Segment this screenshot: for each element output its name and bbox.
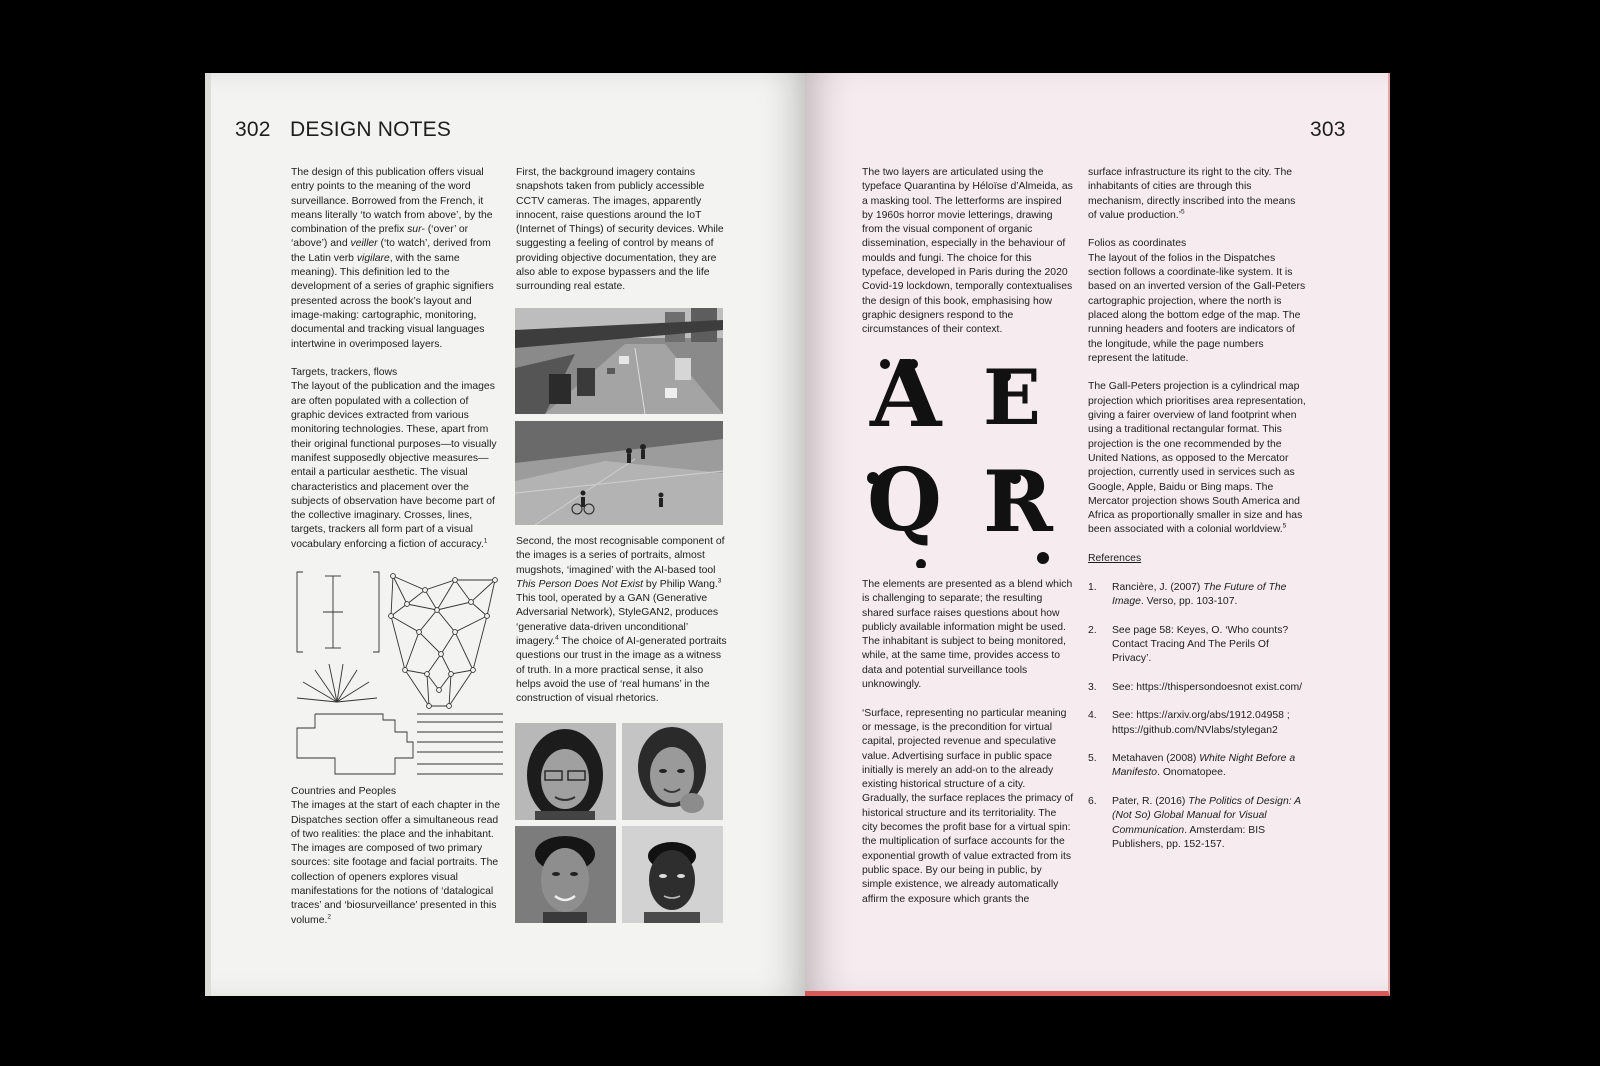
- cctv-plaza-photo: [515, 421, 723, 525]
- cctv-highway-photo: [515, 308, 723, 414]
- right-column-1: [862, 166, 1074, 352]
- gall-peters-paragraph: The Gall-Peters projection is a cylindrical map projection which prioritises area representation, giving a fairer overview of land footprint when using a traditional rectangular format. This projection is the one recommended by the United Nations, as opposed to the Mercator projection, currently used in services such as Google, Apple, Baidu or Bing maps. The Mercator projection shows South America and Africa as proportionally smaller in size and has been associated with a colonial worldview.$^5$: [1088, 381, 1306, 536]
- right-column-2: [1088, 166, 1306, 867]
- portrait-photo-4: [622, 826, 723, 923]
- intro-paragraph: The design of this publication offers visual entry points to the meaning of the word surveillance. Borrowed from the French, it means literally ‘to watch from above’, by the combination of the prefix sur- (‘over’ or ‘above’) and veiller (‘to watch’, derived from the Latin verb vigilare, with the same meaning). This definition led to the development of a series of graphic signifiers presented across the book’s layout and image-making: cartographic, monitoring, documental and tracking visual languages intertwine in overimposed layers.: [291, 167, 494, 350]
- reference-item: 1. Rancière, J. (2007) The Future of The Image. Verso, pp. 103-107.: [1088, 581, 1287, 607]
- right-column-1-lower: [862, 578, 1074, 921]
- surface-quote-continued: surface infrastructure its right to the city. The inhabitants of cities are through this mechanism, directly inscribed into the means of value production.’$^5$: [1088, 167, 1296, 221]
- references-heading: References: [1088, 553, 1142, 565]
- section-heading-targets: Targets, trackers, flows: [291, 367, 398, 379]
- specimen-letter-r: R: [983, 452, 1053, 551]
- portrait-photo-2: [622, 723, 723, 820]
- horizontal-lines-icon: [417, 714, 503, 774]
- quarantina-specimen: [865, 340, 1065, 568]
- section-heading-folios: Folios as coordinates: [1088, 238, 1187, 250]
- building-footprint-outline-icon: [297, 714, 413, 774]
- specimen-letter-a: A: [870, 340, 940, 448]
- page-number-right: 303: [1310, 118, 1346, 141]
- reference-item: 4. See: https://arxiv.org/abs/1912.04958 ; https://github.com/NVlabs/stylegan2: [1088, 710, 1290, 736]
- radiating-lines-icon: [297, 664, 377, 702]
- surface-quote-paragraph: ‘Surface, representing no particular meaning or message, is the precondition for virtual capital, projected revenue and speculative value. Advertising surface in public space initially is merely an add-on to the already existing historical structure of a city. Gradually, the surface replaces the primacy of historical structure and its territoriality. The city becomes the profit base for a virtual spin: the multiplication of surface accounts for the exponential growth of value extracted from its public space. By our being in public, by simple existence, we already automatically affirm the exposure which grants the: [862, 707, 1074, 905]
- left-page: [205, 73, 811, 996]
- portraits-paragraph: Second, the most recognisable component of the images is a series of portraits, almost mugshots, ‘imagined’ with the AI-based tool This Person Does Not Exist by Philip Wang.$^3$ This tool, operated by a GAN (Generative Adversarial Network), StyleGAN2, produces ‘generative data-driven unconditional’ imagery.$^4$ The choice of AI-generated portraits questions our trust in the image as a witness of truth. In a more practical sense, it also helps avoid the use of ‘real humans’ in the construction of visual rhetorics.: [516, 536, 727, 705]
- countries-paragraph: The images at the start of each chapter in the Dispatches section offer a simultaneous read of two realities: the place and the inhabitant. The images are composed of two primary sources: site footage and facial portraits. The collection of openers explores visual manifestations for the notions of ‘datalogical traces’ and ‘biosurveillance’ presented in this volume.$^2$: [291, 800, 501, 926]
- elements-paragraph: The elements are presented as a blend which is challenging to separate; the resulting shared surface raises questions about how publicly available information might be used. The inhabitant is subject to being monitored, while, at the same time, provides access to data and potential surveillance tools unknowingly.: [862, 579, 1073, 691]
- left-column-2-lower: [516, 535, 728, 721]
- specimen-letter-q: Q: [867, 450, 942, 551]
- portrait-photo-3: [515, 826, 616, 923]
- left-column-1: [291, 166, 501, 566]
- face-mesh-tracker-icon: [389, 574, 498, 709]
- cctv-paragraph: First, the background imagery contains snapshots taken from publicly accessible CCTV cameras. The images, apparently innocent, raise questions around the IoT (Internet of Things) of security devices. While suggesting a feeling of control by means of providing objective documentation, they are also able to expose bypassers and the life surrounding real estate.: [516, 167, 724, 293]
- targets-paragraph: The layout of the publication and the images are often populated with a collection of graphic devices extracted from various monitoring technologies. These, apart from their original functional purposes—to visually manifest supposedly objective measures—entail a particular aesthetic. The visual characteristics and placement over the subjects of observation have become part of the collective imaginary. Crosses, lines, targets, trackers all form part of a visual vocabulary enforcing a fiction of accuracy.$^1$: [291, 381, 497, 550]
- reference-item: 2. See page 58: Keyes, O. ‘Who counts? Contact Tracing And The Perils Of Privacy’.: [1088, 624, 1289, 665]
- graphic-devices-illustration: [295, 570, 505, 782]
- left-column-2: [516, 166, 728, 309]
- reference-item: 3. See: https://thispersondoesnot exist.com/: [1088, 681, 1303, 693]
- page-number-left: 302: [235, 118, 271, 141]
- left-column-1-lower: [291, 785, 501, 942]
- specimen-letter-e: E: [983, 353, 1041, 442]
- running-title: DESIGN NOTES: [290, 118, 452, 141]
- portrait-photo-1: [515, 723, 616, 820]
- typeface-paragraph: The two layers are articulated using the typeface Quarantina by Héloïse d’Almeida, as a masking tool. The letterforms are inspired by 1960s horror movie letterings, drawing from the visual component of organic dissemination, especially in the behaviour of moulds and fungi. The choice for this typeface, developed in Paris during the 2020 Covid-19 lockdown, temporally contextualises the design of this book, emphasising how graphic designers respond to the circumstances of their context.: [862, 167, 1073, 336]
- right-page: [805, 73, 1390, 996]
- references-list: [1088, 581, 1306, 853]
- crosshair-target-icon: [297, 572, 379, 652]
- folios-paragraph: The layout of the folios in the Dispatches section follows a coordinate-like system. It is based on an inverted version of the Gall-Peters cartographic projection, where the north is placed along the bottom edge of the map. The running headers and footers are indicators of the longitude, while the page numbers represent the latitude.: [1088, 252, 1306, 364]
- section-heading-countries: Countries and Peoples: [291, 786, 397, 797]
- reference-item: 6. Pater, R. (2016) The Politics of Design: A (Not So) Global Manual for Visual Communication. Amsterdam: BIS Publishers, pp. 152-157.: [1088, 796, 1301, 850]
- reference-item: 5. Metahaven (2008) White Night Before a Manifesto. Onomatopee.: [1088, 753, 1296, 779]
